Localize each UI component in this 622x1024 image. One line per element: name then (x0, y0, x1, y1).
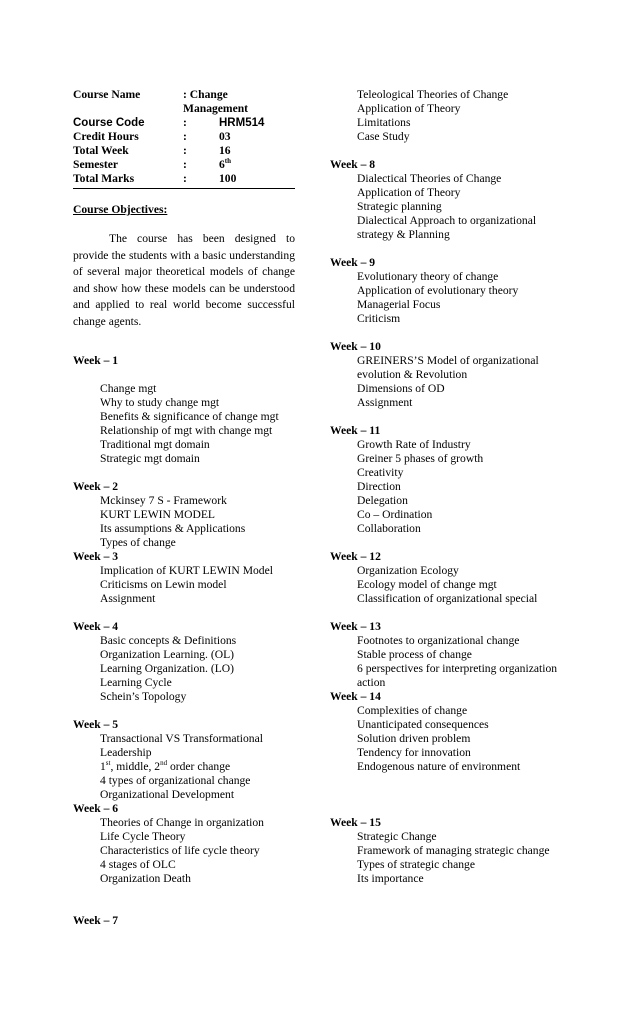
week-title: Week – 3 (73, 550, 119, 563)
list-item: Application of Theory (357, 186, 461, 199)
week-items (330, 634, 570, 690)
info-value: : Change Management (183, 88, 249, 115)
list-item: 6 perspectives for interpreting organization action (357, 662, 558, 689)
list-item: Application of evolutionary theory (357, 284, 519, 297)
list-item: Schein’s Topology (100, 690, 187, 703)
info-row-credit-hours (73, 130, 295, 144)
week-items (330, 354, 570, 410)
list-item: Traditional mgt domain (100, 438, 210, 451)
info-colon: : (183, 158, 187, 171)
info-label: Semester (73, 158, 119, 171)
info-colon: : (183, 130, 187, 143)
list-item: Creativity (357, 466, 404, 479)
info-label: Course Code (73, 117, 145, 129)
list-item: Benefits & significance of change mgt (100, 410, 279, 423)
week-block (330, 256, 570, 326)
week-items (73, 494, 295, 550)
week-items (330, 830, 570, 886)
list-item: Types of strategic change (357, 858, 475, 871)
list-item: Basic concepts & Definitions (100, 634, 237, 647)
list-item: Learning Cycle (100, 676, 172, 689)
list-item: 4 stages of OLC (100, 858, 176, 871)
list-item: Dimensions of OD (357, 382, 445, 395)
list-item: Collaboration (357, 522, 421, 535)
list-item: Characteristics of life cycle theory (100, 844, 260, 857)
list-item: Relationship of mgt with change mgt (100, 424, 273, 437)
week-title: Week – 11 (330, 424, 381, 437)
week-7-continued (330, 88, 570, 144)
list-item: Direction (357, 480, 401, 493)
list-item: Criticisms on Lewin model (100, 578, 227, 591)
week-items (73, 816, 295, 886)
week-block (73, 718, 295, 802)
list-item: Footnotes to organizational change (357, 634, 520, 647)
week-items (330, 438, 570, 536)
week-title: Week – 4 (73, 620, 119, 633)
week-block (330, 424, 570, 536)
list-item: Assignment (357, 396, 413, 409)
week-block (330, 816, 570, 886)
list-item: Strategic Change (357, 830, 437, 843)
list-item: Why to study change mgt (100, 396, 220, 409)
list-item: Strategic planning (357, 200, 442, 213)
list-item: Solution driven problem (357, 732, 471, 745)
list-item: Ecology model of change mgt (357, 578, 497, 591)
list-item: Transactional VS Transformational Leadership (100, 732, 263, 759)
week-block (330, 690, 570, 774)
list-item: Organization Death (100, 872, 191, 885)
list-item: Endogenous nature of environment (357, 760, 521, 773)
list-item: Criticism (357, 312, 401, 325)
list-item: Classification of organizational special (357, 592, 538, 605)
list-item: Life Cycle Theory (100, 830, 186, 843)
info-label: Credit Hours (73, 130, 139, 143)
week-block (330, 340, 570, 410)
info-value: 100 (219, 172, 237, 185)
list-item: Stable process of change (357, 648, 472, 661)
info-row-course-name (73, 88, 295, 116)
weeks-left (73, 354, 295, 928)
list-item: GREINERS’S Model of organizational evolution & Revolution (357, 354, 539, 381)
week-title: Week – 15 (330, 816, 381, 829)
week-title: Week – 8 (330, 158, 376, 171)
list-item: Dialectical Approach to organizational strategy & Planning (357, 214, 537, 241)
week-block (73, 480, 295, 550)
list-item: Organization Ecology (357, 564, 459, 577)
list-item: Implication of KURT LEWIN Model (100, 564, 273, 577)
info-label: Total Marks (73, 172, 135, 185)
info-colon: : (183, 116, 187, 129)
week-title: Week – 2 (73, 480, 119, 493)
list-item: Evolutionary theory of change (357, 270, 499, 283)
info-label: Total Week (73, 144, 129, 157)
week-block (73, 354, 295, 466)
week-block (330, 620, 570, 690)
list-item: 1st, middle, 2nd order change (100, 759, 231, 773)
list-item: 4 types of organizational change (100, 774, 251, 787)
info-colon: : (183, 144, 187, 157)
week-title: Week – 13 (330, 620, 381, 633)
week-title: Week – 14 (330, 690, 381, 703)
list-item: Limitations (357, 116, 411, 129)
list-item: Unanticipated consequences (357, 718, 489, 731)
list-item: Co – Ordination (357, 508, 433, 521)
info-row-course-code (73, 116, 295, 130)
info-row-total-week (73, 144, 295, 158)
info-colon: : (183, 172, 187, 185)
right-column (330, 88, 570, 886)
week-block (73, 914, 295, 928)
list-item: Types of change (100, 536, 176, 549)
info-row-semester (73, 158, 295, 172)
list-item: Assignment (100, 592, 156, 605)
weeks-right (330, 158, 570, 886)
week-items (73, 732, 295, 802)
list-item: Dialectical Theories of Change (357, 172, 502, 185)
week-items (73, 564, 295, 606)
week-items (330, 704, 570, 774)
objectives-text: The course has been designed to provide the students with a basic understanding of several major theoretical models of change and show how these models can be understood and applied to real world become successful change agents. (73, 232, 295, 328)
list-item: Application of Theory (357, 102, 461, 115)
week-items (73, 634, 295, 704)
list-item: Theories of Change in organization (100, 816, 264, 829)
list-item: Teleological Theories of Change (357, 88, 509, 101)
week-title: Week – 7 (73, 914, 119, 927)
week-items (73, 382, 295, 466)
week-items (330, 172, 570, 242)
week-block (73, 550, 295, 606)
list-item: Mckinsey 7 S - Framework (100, 494, 227, 507)
list-item: Framework of managing strategic change (357, 844, 550, 857)
info-value: 6th (219, 157, 232, 171)
week-block (330, 550, 570, 606)
list-item: Change mgt (100, 382, 157, 395)
list-item: Growth Rate of Industry (357, 438, 471, 451)
list-item: Greiner 5 phases of growth (357, 452, 484, 465)
objectives-title: Course Objectives: (73, 203, 168, 216)
list-item: Learning Organization. (LO) (100, 662, 235, 675)
week-title: Week – 10 (330, 340, 381, 353)
left-column (73, 88, 295, 928)
info-label: Course Name (73, 88, 141, 101)
week-block (73, 802, 295, 886)
list-item: Case Study (357, 130, 410, 143)
week-items (330, 270, 570, 326)
list-item: Its importance (357, 872, 424, 885)
info-value: 16 (219, 144, 231, 157)
list-item: Strategic mgt domain (100, 452, 200, 465)
week-block (73, 620, 295, 704)
list-item: Managerial Focus (357, 298, 441, 311)
info-value: 03 (219, 130, 231, 143)
list-item: KURT LEWIN MODEL (100, 508, 216, 521)
week-title: Week – 1 (73, 354, 119, 367)
course-info-table (73, 88, 295, 189)
week-title: Week – 6 (73, 802, 119, 815)
list-item: Organizational Development (100, 788, 235, 801)
list-item: Its assumptions & Applications (100, 522, 246, 535)
list-item: Complexities of change (357, 704, 468, 717)
list-item: Tendency for innovation (357, 746, 471, 759)
list-item: Organization Learning. (OL) (100, 648, 235, 661)
info-row-total-marks (73, 172, 295, 186)
week-items (330, 564, 570, 606)
week-title: Week – 12 (330, 550, 381, 563)
info-value: HRM514 (219, 117, 265, 129)
week-title: Week – 9 (330, 256, 376, 269)
list-item: Delegation (357, 494, 408, 507)
week-block (330, 158, 570, 242)
week-title: Week – 5 (73, 718, 119, 731)
